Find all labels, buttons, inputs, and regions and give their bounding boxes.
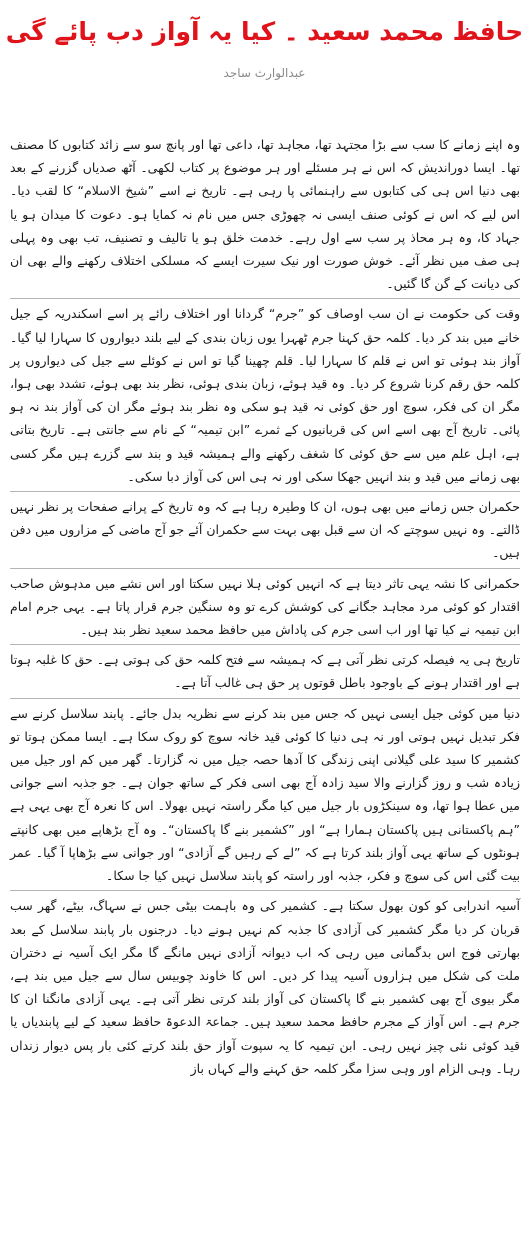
article-body: [10, 133, 520, 1080]
paragraph-divider: [10, 890, 520, 891]
paragraph: دنیا میں کوئی جیل ایسی نہیں کہ جس میں بند کرنے سے نظریہ بدل جائے۔ پابند سلاسل کرنے سے فکر تبدیل نہیں ہوتی اور نہ ہی دنیا کا کوئی قید خانہ سوچ کو روک سکا ہے۔ ایسا ممکن ہوتا تو کشمیر کا سید علی گیلانی اپنی زندگی کا آدھا حصہ جیل میں نہ گزارتا۔ گھر میں کم اور جیل میں زیادہ شب و روز گزارنے والا سید زادہ آج بھی اسی فکر کے ساتھ جوان ہے۔ جو جذبہ اسے جوانی میں عطا ہوا تھا، وہ سینکڑوں بار جیل میں کیا مگر راستہ نہیں بھولا۔ اس کا نعرہ آج بھی یہی ہے ”ہم پاکستانی ہیں پاکستان ہمارا ہے“ اور ”کشمیر بنے گا پاکستان“۔ وہ آج بڑھاپے میں بھی کانپتے ہونٹوں کے ساتھ یہی آواز بلند کرتا ہے کہ ”لے کے رہیں گے آزادی“ اور جوانی سے بڑھاپا آ گیا۔ عمر بیت گئی اس کی سوچ و فکر، جذبہ اور راستہ کو پابند سلاسل نہیں کیا جا سکا۔: [10, 705, 520, 884]
paragraph-divider: [10, 491, 520, 492]
paragraph-divider: [10, 698, 520, 699]
author-byline: عبدالوارث ساجد: [223, 66, 306, 80]
paragraph-divider: [10, 644, 520, 645]
paragraph-divider: [10, 298, 520, 299]
paragraph: وہ اپنے زمانے کا سب سے بڑا مجتہد تھا، مجاہد تھا، داعی تھا اور پانچ سو سے زائد کتابوں کا مصنف تھا۔ ایسا دوراندیش کہ اس نے ہر مسئلے اور ہر موضوع پر کتاب لکھی۔ آٹھ صدیاں گزرنے کے بعد بھی دنیا اس ہی کی کتابوں سے راہنمائی پا رہی ہے۔ تاریخ نے اسے ”شیخ الاسلام“ کا لقب دیا۔ اس لیے کہ اس نے کوئی صنف ایسی نہ چھوڑی جس میں نام نہ کمایا ہو۔ دعوت کا میدان ہو یا جہاد کا، وہ ہر محاذ پر سب سے اول رہے۔ خدمت خلق ہو یا تالیف و تصنیف، تب بھی وہ پہلی ہی صف میں نظر آئے۔ خوش صورت اور نیک سیرت ایسے کہ مسلکی اختلاف رکھنے والے بھی ان کی دیانت کے گن گا گئیں۔: [10, 137, 520, 292]
article-headline: حافظ محمد سعید ۔ کیا یہ آواز دب پائے گی: [5, 17, 524, 46]
paragraph: آسیہ اندرابی کو کون بھول سکتا ہے۔ کشمیر کی وہ باہمت بیٹی جس نے سہاگ، بیٹے، گھر سب قربان کر دیا مگر کشمیر کی آزادی کا جذبہ کم نہیں ہونے دیا۔ درجنوں بار پابند سلاسل کے بعد بھارتی فوج اس بدگمانی میں رہی کہ اب دیوانہ آزادی نہیں مانگے گا مگر ایک آسیہ نے دختران ملت کی شکل میں ہزاروں آسیہ پیدا کر دیں۔ اس کا خاوند چوبیس سال سے جیل میں بند ہے، مگر بیوی آج بھی کشمیر بنے گا پاکستان کی آواز بلند کرتی نظر آتی ہے۔ یہی آزادی مانگنا ان کا جرم ہے۔ اس آواز کے مجرم حافظ محمد سعید ہیں۔ جماعۃ الدعوۃ حافظ سعید کے لیے پابندیاں یا قید کوئی نئی چیز نہیں رہی۔ ابن تیمیہ کا یہ سپوت آواز حق بلند کرتے کئی بار پس دیوار زنداں رہا۔ وہی الزام اور وہی سزا مگر کلمہ حق کہنے والے کہاں باز: [10, 898, 520, 1076]
paragraph: وقت کی حکومت نے ان سب اوصاف کو ”جرم“ گردانا اور اختلاف رائے پر اسے اسکندریہ کے جیل خانے میں بند کر دیا۔ کلمہ حق کہنا جرم ٹھہرا یوں زبان بندی کے لیے بلند دیواروں کا سہارا لیا گیا۔ آواز بند ہوئی تو اس نے قلم کا سہارا لیا۔ قلم چھینا گیا تو اس نے کوئلے سے جیل کی دیواروں پر کلمہ حق رقم کرنا شروع کر دیا۔ وہ قید ہوئے، زبان بندی ہوئی، نظر بند بھی ہوئے، تشدد بھی ہوا، مگر ان کی فکر، سوچ اور حق کوئی نہ قید ہو سکی وہ نظر بند ہوئے مگر ان کی آواز بند نہ ہو پائی۔ تاریخ آج بھی اسے اس کی قربانیوں کے ثمرے ”ابن تیمیہ“ کے نام سے جانتی ہے۔ تاریخ بتاتی ہے، اہل علم میں سے حق کوئی کا شغف رکھنے والے ہمیشہ قید و بند سے گزرے ہیں مگر کسی بھی زمانے میں قید و بند انہیں جھکا سکی اور نہ ہی اس کی آواز دبا سکی۔: [10, 306, 520, 484]
paragraph-divider: [10, 568, 520, 569]
paragraph: حکمرانی کا نشہ یہی تاثر دیتا ہے کہ انہیں کوئی ہلا نہیں سکتا اور اس نشے میں مدہوش صاحب اقتدار کو کوئی مرد مجاہد جگانے کی کوشش کرے تو وہ سنگین جرم قرار پاتا ہے۔ یہی جرم امام ابن تیمیہ نے کیا تھا اور اب اسی جرم کی پاداش میں حافظ محمد سعید نظر بند ہیں۔: [10, 575, 520, 638]
paragraph: تاریخ ہی یہ فیصلہ کرتی نظر آتی ہے کہ ہمیشہ سے فتح کلمہ حق کی ہوتی ہے۔ حق کا غلبہ ہوتا ہے اور اقتدار ہونے کے باوجود باطل قوتوں پر حق ہی غالب آتا ہے۔: [10, 652, 520, 691]
paragraph: حکمران جس زمانے میں بھی ہوں، ان کا وطیرہ رہا ہے کہ وہ تاریخ کے پرانے صفحات پر نظر نہیں ڈالتے۔ وہ نہیں سوچتے کہ ان سے قبل بھی بہت سے حکمران آئے جو آج ماضی کے مزاروں میں دفن ہیں۔: [10, 499, 520, 561]
